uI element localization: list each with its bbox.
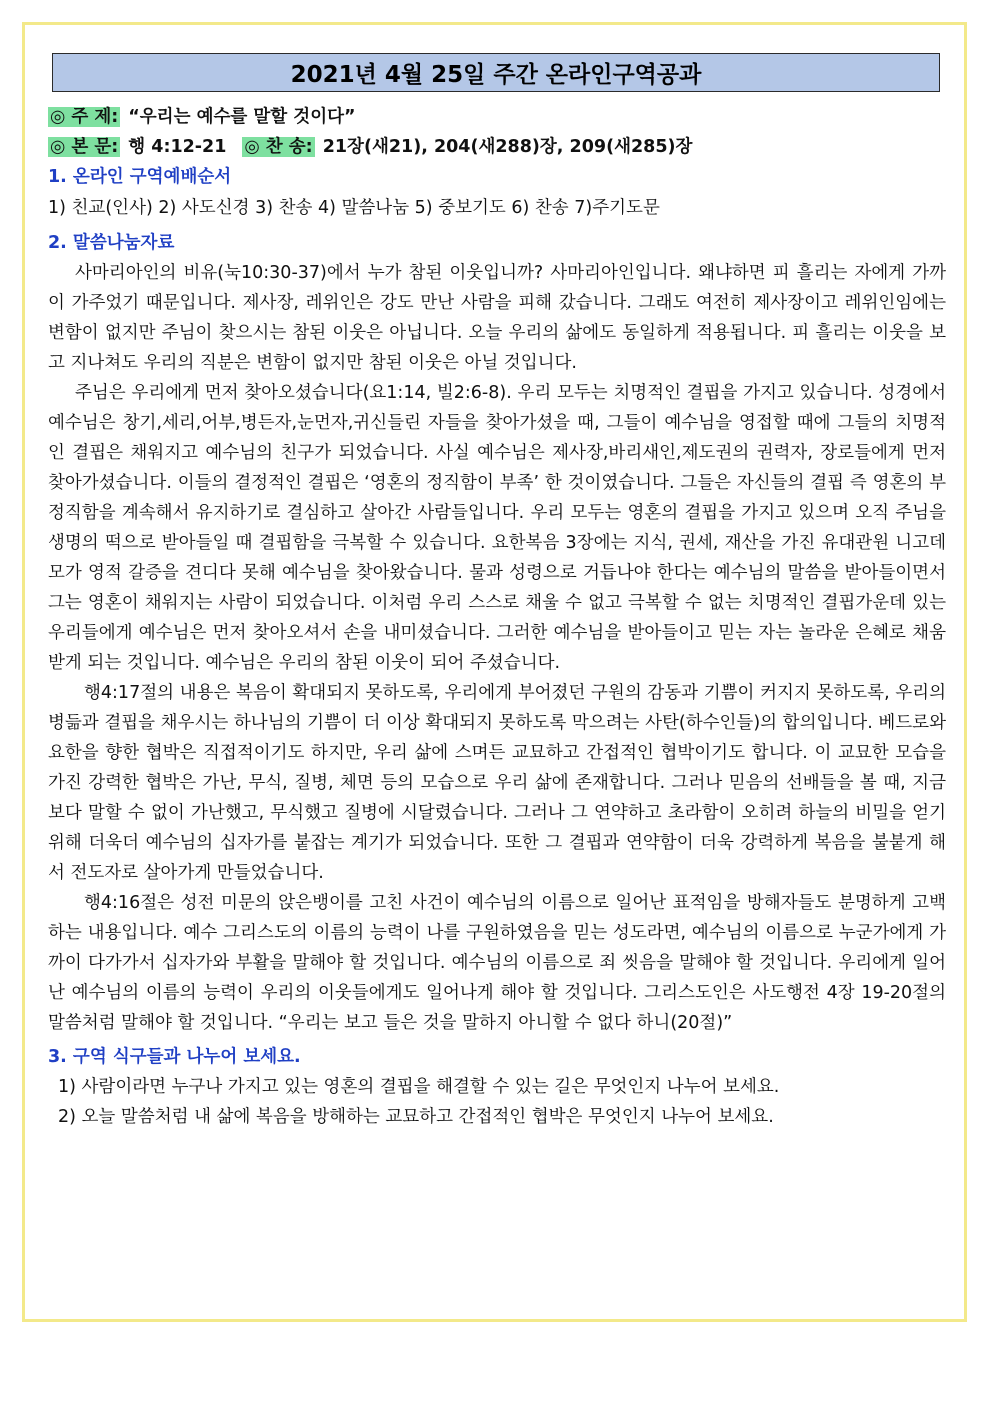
text-label: ◎ 본 문: xyxy=(50,137,119,157)
hymn-label: ◎ 찬 송: xyxy=(244,137,313,157)
paragraph-3: 행4:17절의 내용은 복음이 확대되지 못하도록, 우리에게 부어졌던 구원의 감동과 기쁨이 커지지 못하도록, 우리의 병듦과 결핍을 채우시는 하나님의 기쁨이 더 이상 확대되지 못하도록 막으려는 사탄(하수인들)의 합의입니다. 베드로와 요한을 향한 협박은 직접적이기도 하지만, 우리 삶에 스며든 교묘하고 간접적인 협박이기도 합니다. 이 교묘한 모습을 가진 강력한 협박은 가난, 무식, 질병, 체면 등의 모습으로 우리 삶에 존재합니다. 그러나 믿음의 선배들을 볼 때, 지금보다 말할 수 없이 가난했고, 무식했고 질병에 시달렸습니다. 그러나 그 연약하고 초라함이 오히려 하늘의 비밀을 얻기 위해 더욱더 예수님의 십자가를 붙잡는 계기가 되었습니다. 또한 그 결핍과 연약함이 더욱 강력하게 복음을 불붙게 해서 전도자로 살아가게 만들었습니다. xyxy=(48,683,946,883)
paragraph-2: 주님은 우리에게 먼저 찾아오셨습니다(요1:14, 빌2:6-8). 우리 모두는 치명적인 결핍을 가지고 있습니다. 성경에서 예수님은 창기,세리,어부,병든자,눈먼자,귀신들린 자들을 찾아가셨을 때, 그들이 예수님을 영접할 때에 그들의 치명적인 결핍은 채워지고 예수님의 친구가 되었습니다. 사실 예수님은 제사장,바리새인,제도권의 권력자, 장로들에게 먼저 찾아가셨습니다. 이들의 결정적인 결핍은 ‘영혼의 정직함이 부족’ 한 것이였습니다. 그들은 자신들의 결핍 즉 영혼의 부정직함을 계속해서 유지하기로 결심하고 살아간 사람들입니다. 우리 모두는 영혼의 결핍을 가지고 있으며 오직 주님을 생명의 떡으로 받아들일 때 결핍함을 극복할 수 있습니다. 요한복음 3장에는 지식, 권세, 재산을 가진 유대관원 니고데모가 영적 갈증을 견디다 못해 예수님을 찾아왔습니다. 물과 성령으로 거듭나야 한다는 예수님의 말씀을 받아들이면서 그는 영혼이 채워지는 사람이 되었습니다. 이처럼 우리 스스로 채울 수 없고 극복할 수 없는 치명적인 결핍가운데 있는 우리들에게 예수님은 먼저 찾아오셔서 손을 내미셨습니다. 그러한 예수님을 받아들이고 믿는 자는 놀라운 은혜로 채움 받게 되는 것입니다. 예수님은 우리의 참된 이웃이 되어 주셨습니다. xyxy=(48,383,946,673)
paragraph-1: 사마리아인의 비유(눅10:30-37)에서 누가 참된 이웃입니까? 사마리아인입니다. 왜냐하면 피 흘리는 자에게 가까이 가주었기 때문입니다. 제사장, 레위인은 강도 만난 사람을 피해 갔습니다. 그래도 여전히 제사장이고 레위인임에는 변함이 없지만 주님이 찾으시는 참된 이웃은 아닙니다. 오늘 우리의 삶에도 동일하게 적용됩니다. 피 흘리는 이웃을 보고 지나쳐도 우리의 직분은 변함이 없지만 참된 이웃은 아닐 것입니다. xyxy=(48,263,946,373)
theme-line xyxy=(48,102,946,132)
text-value: 행 4:12-21 xyxy=(128,137,227,157)
document-body xyxy=(48,102,946,1132)
text-hymn-line xyxy=(48,132,946,162)
section-1-heading: 1. 온라인 구역예배순서 xyxy=(48,167,232,187)
section-2-heading: 2. 말씀나눔자료 xyxy=(48,233,175,253)
page-title xyxy=(52,53,940,92)
page-title-text: 2021년 4월 25일 주간 온라인구역공과 xyxy=(290,62,702,88)
section-3-heading: 3. 구역 식구들과 나누어 보세요. xyxy=(48,1047,301,1067)
theme-value: “우리는 예수를 말할 것이다” xyxy=(128,107,356,127)
worship-order: 1) 친교(인사) 2) 사도신경 3) 찬송 4) 말씀나눔 5) 중보기도 6) 찬송 7)주기도문 xyxy=(48,198,660,218)
hymn-value: 21장(새21), 204(새288)장, 209(새285)장 xyxy=(322,137,693,157)
question-1: 1) 사람이라면 누구나 가지고 있는 영혼의 결핍을 해결할 수 있는 길은 무엇인지 나누어 보세요. xyxy=(58,1077,780,1097)
question-2: 2) 오늘 말씀처럼 내 삶에 복음을 방해하는 교묘하고 간접적인 협박은 무엇인지 나누어 보세요. xyxy=(58,1107,774,1127)
theme-label: ◎ 주 제: xyxy=(50,107,119,127)
paragraph-4: 행4:16절은 성전 미문의 앉은뱅이를 고친 사건이 예수님의 이름으로 일어난 표적임을 방해자들도 분명하게 고백하는 내용입니다. 예수 그리스도의 이름의 능력이 나를 구원하였음을 믿는 성도라면, 예수님의 이름으로 누군가에게 가까이 다가가서 십자가와 부활을 말해야 할 것입니다. 예수님의 이름으로 죄 씻음을 말해야 할 것입니다. 우리에게 일어난 예수님의 이름의 능력이 우리의 이웃들에게도 일어나게 해야 할 것입니다. 그리스도인은 사도행전 4장 19-20절의 말씀처럼 말해야 할 것입니다. “우리는 보고 들은 것을 말하지 아니할 수 없다 하니(20절)” xyxy=(48,893,946,1033)
